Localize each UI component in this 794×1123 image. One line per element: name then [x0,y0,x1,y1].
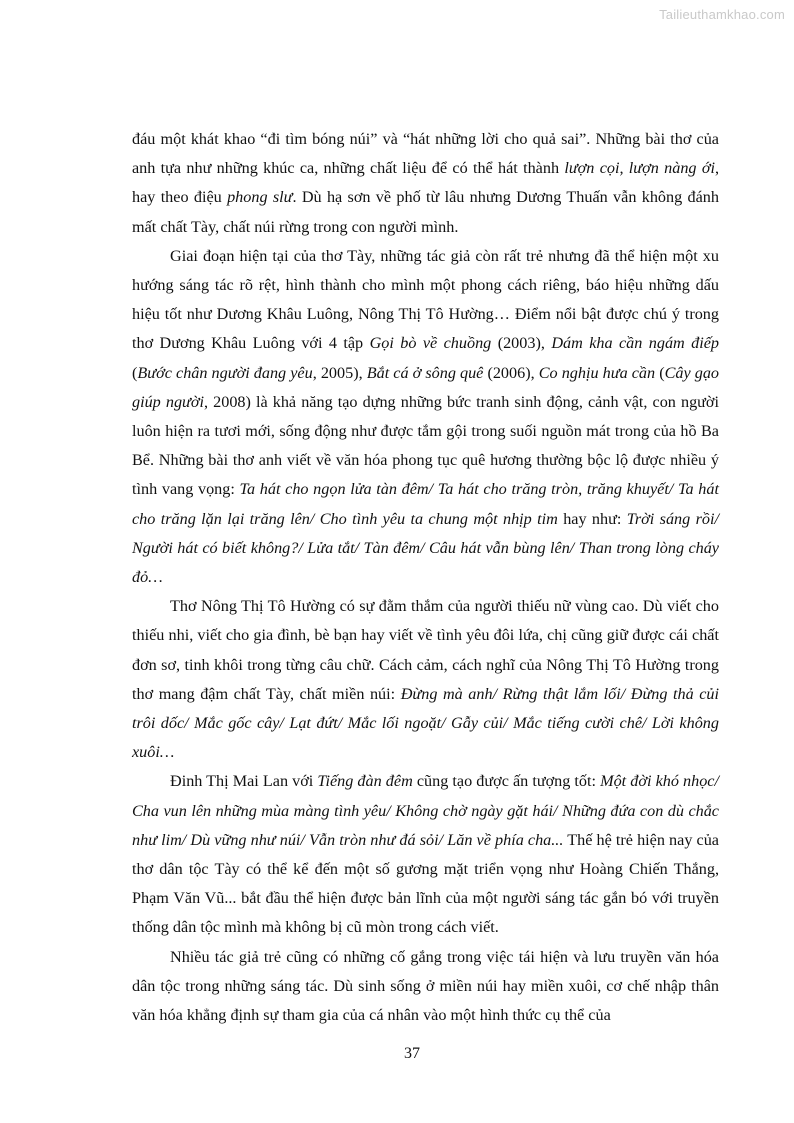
text-run: Giai đoạn hiện tại của thơ Tày, những tác giả còn rất trẻ nhưng đã thể hiện một xu hướng sáng tác rõ rệt, hình thành cho mình một phong cách riêng, báo hiệu những dấu hiệu tốt như Dương Khâu Luông, Nông Thị Tô Hường… Điểm nổi bật được chú ý trong thơ Dương Khâu Luông với 4 tập [132,246,719,353]
paragraph-5 [132,943,719,1031]
italic-text: Dám kha cần ngám điếp [551,334,720,353]
text-run: (2006), [483,363,539,382]
paragraph-1 [132,125,719,242]
italic-text: Bước chân người đang yêu [137,363,313,382]
text-run: Nhiều tác giả trẻ cũng có những cố gắng trong việc tái hiện và lưu truyền văn hóa dân tộc trong những sáng tác. Dù sinh sống ở miền núi hay miền xuôi, cơ chế nhập thân văn hóa khẳng định sự tham gia của cá nhân vào một hình thức cụ thể của [132,947,719,1025]
text-run: Đinh Thị Mai Lan với [170,772,318,791]
text-run: Thơ Nông Thị Tô Hường có sự đằm thắm của người thiếu nữ vùng cao. Dù viết cho thiếu nhi, viết cho gia đình, bè bạn hay viết về tình yêu đôi lứa, chị cũng giữ được cái chất đơn sơ, tinh khôi trong từng câu chữ. Cách cảm, cách nghĩ của Nông Thị Tô Hường trong thơ mang đậm chất Tày, chất miền núi: [132,597,719,703]
text-run: , hay theo điệu [132,159,720,207]
italic-text: lượn cọi, lượn nàng ới [564,159,715,178]
text-run: cũng tạo được ấn tượng tốt: [412,772,601,791]
paragraph-3 [132,592,719,767]
italic-text: Bắt cá ở sông quê [366,363,484,382]
text-run: đáu một khát khao “đi tìm bóng núi” và “hát những lời cho quả sai”. Những bài thơ của anh tựa như những khúc ca, những chất liệu để có thể hát thành [132,130,719,178]
italic-text: Gọi bò về chuồng [369,334,492,353]
italic-text: phong slư [227,188,293,207]
italic-text: Đừng mà anh/ Rừng thật lắm lối/ Đừng thả củi trôi dốc/ Mắc gốc cây/ Lạt đứt/ Mắc lối ngoặt/ Gẫy củi/ Mắc tiếng cười chê/ Lời không xuôi… [132,684,720,762]
text-run: , 2008) là khả năng tạo dựng những bức tranh sinh động, cảnh vật, con người luôn hiện ra tươi mới, sống động như được tắm gội trong suối nguồn mát trong của hồ Ba Bể. Những bài thơ anh viết về văn hóa phong tục quê hương thường bộc lộ được nhiều ý tình vang vọng: [132,392,719,499]
italic-text: Trời sáng rồi/ Người hát có biết không?/ Lửa tắt/ Tàn đêm/ Câu hát vẫn bùng lên/ Than trong lòng cháy đỏ… [132,509,719,587]
text-run: . Dù hạ sơn về phố từ lâu nhưng Dương Thuấn vẫn không đánh mất chất Tày, chất núi rừng trong con người mình. [132,188,719,236]
text-run: ( [132,363,138,382]
page-body [132,125,719,1030]
text-run: Thế hệ trẻ hiện nay của thơ dân tộc Tày có thể kể đến một số gương mặt triển vọng như Hoàng Chiến Thắng, Phạm Văn Vũ... bắt đầu thể hiện được bản lĩnh của một người sáng tác gắn bó với truyền thống dân tộc mình mà không bị cũ mòn trong cách viết. [132,830,719,937]
italic-text: Một đời khó nhọc/ Cha vun lên những mùa màng tình yêu/ Không chờ ngày gặt hái/ Những đứa con dù chắc như lim/ Dù vững như núi/ Vẫn tròn như đá sỏi/ Lăn về phía cha... [132,772,719,849]
page-number: 37 [404,1045,420,1062]
paragraph-2 [132,242,719,592]
text-run: hay như: [557,509,627,528]
text-run: , 2005), [312,363,367,382]
italic-text: Tiếng đàn đêm [317,772,413,791]
text-run: (2003), [491,334,552,353]
italic-text: Ta hát cho ngọn lửa tàn đêm/ Ta hát cho trăng tròn, trăng khuyết/ Ta hát cho trăng lặn lại trăng lên/ Cho tình yêu ta chung một nhịp tim [132,480,719,528]
watermark-text: Tailieuthamkhao.com [659,7,785,22]
italic-text: Co nghịu hưa cần [538,363,656,382]
paragraph-4 [132,767,719,942]
text-run: ( [655,363,665,382]
italic-text: Cây gạo giúp người [132,363,720,411]
